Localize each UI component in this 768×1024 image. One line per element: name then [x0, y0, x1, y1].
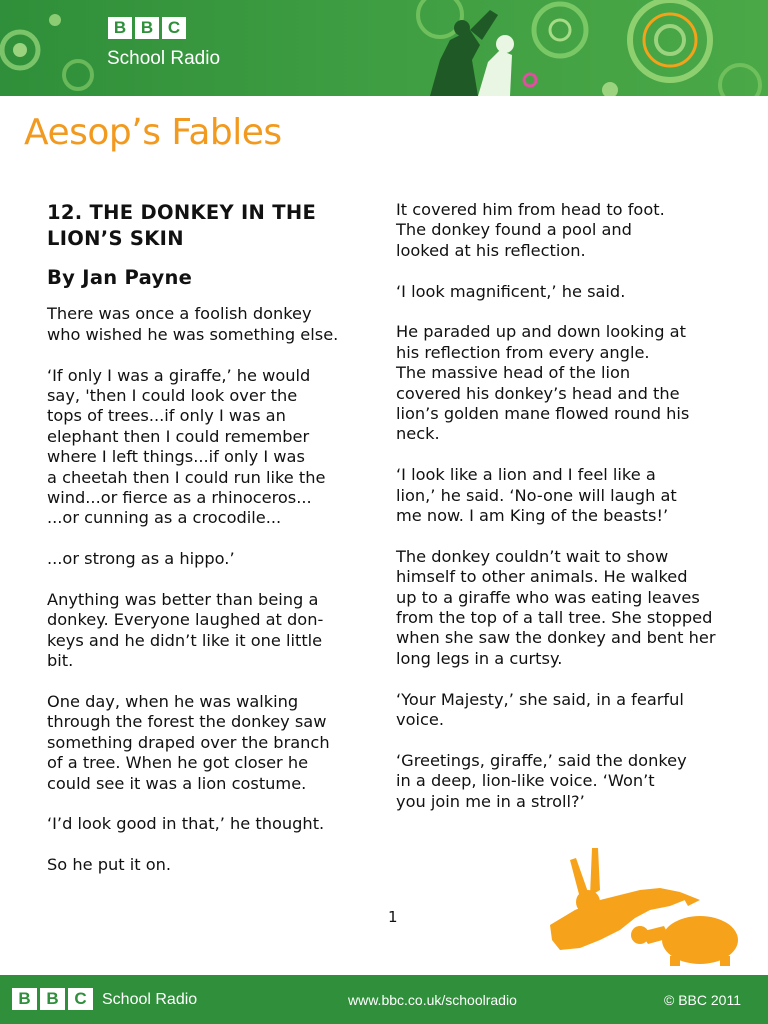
series-title: Aesop’s Fables — [24, 112, 282, 153]
paragraph: ‘Greetings, giraffe,’ said the donkey in a deep, lion-like voice. ‘Won’t you join me in a stroll?’ — [396, 750, 687, 811]
paragraph: ‘I look magnificent,’ he said. — [396, 281, 626, 301]
bbc-logo-letter: B — [135, 17, 159, 39]
bbc-logo-letter: B — [12, 988, 37, 1010]
page-number: 1 — [388, 908, 398, 926]
footer-url-link[interactable]: www.bbc.co.uk/schoolradio — [348, 992, 517, 1008]
bbc-logo[interactable] — [108, 17, 186, 39]
bbc-logo-letter: C — [162, 17, 186, 39]
tortoise-icon — [631, 916, 738, 966]
paragraph: ‘I’d look good in that,’ he thought. — [47, 814, 325, 834]
bbc-logo-letter: C — [68, 988, 93, 1010]
story-author: By Jan Payne — [47, 266, 193, 289]
header-banner — [0, 0, 768, 96]
paragraph: The donkey couldn’t wait to show himself to other animals. He walked up to a giraffe who was eating leaves from the top of a tall tree. She stopped when she saw the donkey and bent her long legs in a curtsy. — [396, 546, 716, 668]
paragraph: ...or strong as a hippo.’ — [47, 549, 235, 569]
footer-bar — [0, 975, 768, 1024]
paragraph: Anything was better than being a donkey. Everyone laughed at don- keys and he didn’t like it one little bit. — [47, 590, 324, 671]
bbc-logo-letter: B — [108, 17, 132, 39]
paragraph: He paraded up and down looking at his reflection from every angle. The massive head of the lion covered his donkey’s head and the lion’s golden mane flowed round his neck. — [396, 322, 690, 444]
footer-bbc-logo[interactable] — [12, 988, 93, 1010]
paragraph: ‘I look like a lion and I feel like a lion,’ he said. ‘No-one will laugh at me now. I am King of the beasts!’ — [396, 465, 677, 526]
bbc-logo-letter: B — [40, 988, 65, 1010]
header-subtitle: School Radio — [107, 48, 221, 69]
paragraph: ‘If only I was a giraffe,’ he would say, 'then I could look over the tops of trees...if only I was an elephant then I could remember where I left things...if only I was a cheetah then I could run like the wind...or fierce as a rhinoceros... ...or cunning as a crocodile... — [47, 365, 326, 528]
story-title: 12. THE DONKEY IN THE LION’S SKIN — [47, 201, 317, 250]
story-left-column — [47, 200, 377, 896]
hare-tortoise-illustration — [540, 840, 750, 970]
story-right-column — [396, 200, 758, 832]
paragraph: There was once a foolish donkey who wished he was something else. — [47, 304, 339, 344]
paragraph: One day, when he was walking through the forest the donkey saw something draped over the branch of a tree. When he got closer he could see it was a lion costume. — [47, 692, 330, 793]
paragraph: So he put it on. — [47, 855, 172, 875]
footer-subtitle: School Radio — [102, 991, 198, 1008]
paragraph: It covered him from head to foot. The donkey found a pool and looked at his reflection. — [396, 200, 665, 260]
footer-copyright: © BBC 2011 — [664, 992, 741, 1008]
paragraph: ‘Your Majesty,’ she said, in a fearful voice. — [396, 689, 684, 730]
